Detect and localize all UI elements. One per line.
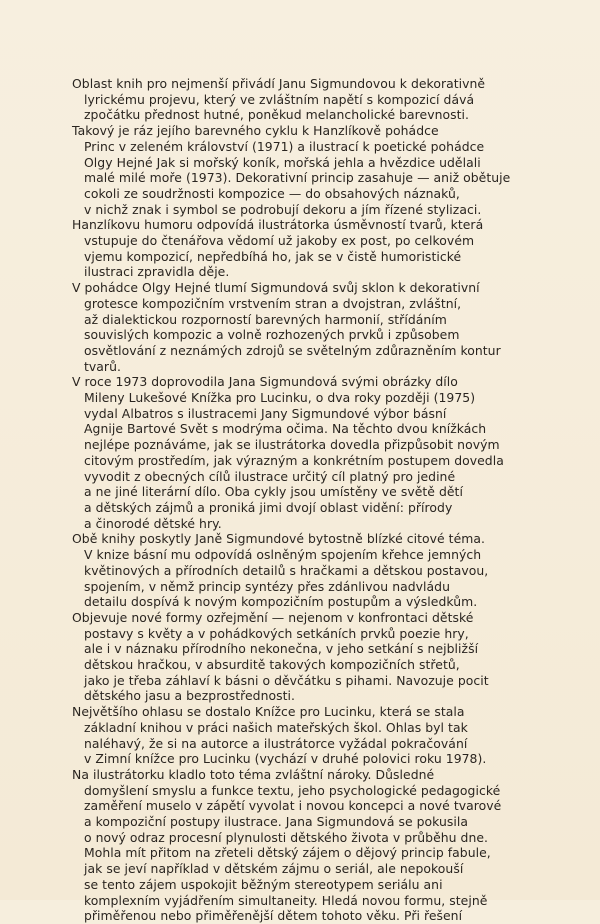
paragraph <box>72 610 552 704</box>
paragraph-line: přiměřenou nebo přiměřenější dětem tohoto věku. Při řešení <box>84 908 463 924</box>
paragraph <box>72 217 552 280</box>
paragraph-line: naléhavý, že si na autorce a ilustrátorce vyžádal pokračování <box>84 735 468 751</box>
paragraph-line: o nový odraz procesní plynulosti dětského života v průběhu dne. <box>84 829 489 845</box>
paragraph <box>72 531 552 610</box>
paragraph-line: a činorodé dětské hry. <box>84 515 222 531</box>
paragraph-line: zaměření muselo v zápětí vyvolat i novou koncepci a nové tvarové <box>84 798 502 814</box>
paragraph <box>72 767 552 924</box>
paragraph-line: až dialektickou rozporností barevných harmonií, střídáním <box>84 311 447 327</box>
paragraph-line: postavy s květy a v pohádkových setkáních prvků poezie hry, <box>84 625 469 641</box>
paragraph-line: Olgy Hejné Jak si mořský koník, mořská jehla a hvězdice udělali <box>84 154 481 170</box>
paragraph <box>72 704 552 767</box>
paragraph-line: jak se jeví například v dětském zájmu o seriál, ale nepokouší <box>84 861 464 877</box>
paragraph-first-line: Hanzlíkovu humoru odpovídá ilustrátorka úsměvností tvarů, která <box>72 217 484 233</box>
paragraph-line: detailu dospívá k novým kompozičním postupům a výsledkům. <box>84 594 478 610</box>
paragraph-line: Mileny Lukešové Knížka pro Lucinku, o dva roky později (1975) <box>84 390 476 406</box>
paragraph-first-line: Objevuje nové formy ozřejmění — nejenom v konfrontaci dětské <box>72 609 474 625</box>
paragraph-line: základní knihou v práci našich mateřských škol. Ohlas byl tak <box>84 719 468 735</box>
paragraph-line: domyšlení smyslu a funkce textu, jeho psychologické pedagogické <box>84 782 501 798</box>
paragraph-line: květinových a přírodních detailů s hračkami a dětskou postavou, <box>84 562 489 578</box>
paragraph-line: Mohla mít přitom na zřeteli dětský zájem o dějový princip fabule, <box>84 845 491 861</box>
paragraph-line: dětského jasu a bezprostřednosti. <box>84 688 296 704</box>
paragraph-line: ale i v náznaku přírodního nekonečna, v jeho setkání s nejbližší <box>84 641 479 657</box>
paragraph <box>72 76 552 123</box>
paragraph-line: malé milé moře (1973). Dekorativní princip zasahuje — aniž obětuje <box>84 170 511 186</box>
paragraph-line: se tento zájem uspokojit běžným stereotypem seriálu ani <box>84 876 443 892</box>
paragraph-line: spojením, v němž princip syntézy přes zdánlivou nadvládu <box>84 578 450 594</box>
paragraph-line: a kompoziční postupy ilustrace. Jana Sigmundová se pokusila <box>84 814 469 830</box>
paragraph-line: osvětlování z neznámých zdrojů se světelným zdůrazněním kontur <box>84 342 501 358</box>
paragraph-line: jako je třeba záhlaví k básni o děvčátku s pihami. Navozuje pocit <box>84 672 489 688</box>
paragraph-line: a ne jiné literární dílo. Oba cykly jsou umístěny ve světě dětí <box>84 484 463 500</box>
paragraph-line: a dětských zájmů a proniká jimi dvojí oblast vidění: přírody <box>84 499 453 515</box>
paragraph-line: ilustraci zpravidla děje. <box>84 264 230 280</box>
paragraph-line: vstupuje do čtenářova vědomí už jakoby ex post, po celkovém <box>84 233 475 249</box>
paragraph-first-line: Takový je ráz jejího barevného cyklu k Hanzlíkově pohádce <box>72 123 439 139</box>
paragraph-line: vyvodit z obecných cílů ilustrace určitý cíl platný pro jediné <box>84 468 456 484</box>
paragraph-line: tvarů. <box>84 358 121 374</box>
paragraph-first-line: V pohádce Olgy Hejné tlumí Sigmundová svůj sklon k dekorativní <box>72 280 480 296</box>
paragraph-line: V knize básní mu odpovídá oslněným spojením křehce jemných <box>84 547 482 563</box>
paragraph-line: zpočátku přednost hutné, poněkud melancholické barevnosti. <box>84 107 470 123</box>
paragraph <box>72 280 552 374</box>
paragraph-line: Agnije Bartové Svět s modrýma očima. Na těchto dvou knížkách <box>84 421 487 437</box>
paragraph-line: komplexním vyjádřením simultaneity. Hledá novou formu, stejně <box>84 892 488 908</box>
body-text <box>72 76 552 924</box>
paragraph <box>72 374 552 531</box>
paragraph-line: lyrickému projevu, který ve zvláštním napětí s kompozicí dává <box>84 91 475 107</box>
paragraph-first-line: V roce 1973 doprovodila Jana Sigmundová svými obrázky dílo <box>72 374 458 390</box>
paragraph-first-line: Na ilustrátorku kladlo toto téma zvláštní nároky. Důsledné <box>72 766 435 782</box>
paragraph-first-line: Největšího ohlasu se dostalo Knížce pro Lucinku, která se stala <box>72 704 465 720</box>
paragraph-line: dětskou hračkou, v absurditě takových kompozičních střetů, <box>84 657 460 673</box>
paragraph-line: v nichž znak i symbol se podrobují dekoru a jím řízené stylizaci. <box>84 201 482 217</box>
paragraph-line: citovým prostředím, jak výrazným a konkrétním postupem dovedla <box>84 452 504 468</box>
paragraph-line: Princ v zeleném království (1971) a ilustrací k poetické pohádce <box>84 138 485 154</box>
paragraph-line: nejlépe poznáváme, jak se ilustrátorka dovedla přizpůsobit novým <box>84 437 500 453</box>
paragraph-line: vydal Albatros s ilustracemi Jany Sigmundové výbor básní <box>84 405 447 421</box>
paragraph-line: grotesce kompozičním vrstvením stran a dvojstran, zvláštní, <box>84 295 462 311</box>
paragraph-line: souvislých kompozic a volně rozhozených prvků i způsobem <box>84 327 460 343</box>
paragraph-first-line: Obě knihy poskytly Janě Sigmundové bytostně blízké citové téma. <box>72 531 486 547</box>
paragraph-line: v Zimní knížce pro Lucinku (vychází v druhé polovici roku 1978). <box>84 751 487 767</box>
paragraph-line: cokoli ze soudržnosti kompozice — do obsahových náznaků, <box>84 185 460 201</box>
paragraph-first-line: Oblast knih pro nejmenší přivádí Janu Sigmundovou k dekorativně <box>72 76 486 91</box>
paragraph <box>72 123 552 217</box>
paragraph-line: vjemu kompozicí, nepředbíhá ho, jak se v čistě humoristické <box>84 248 462 264</box>
